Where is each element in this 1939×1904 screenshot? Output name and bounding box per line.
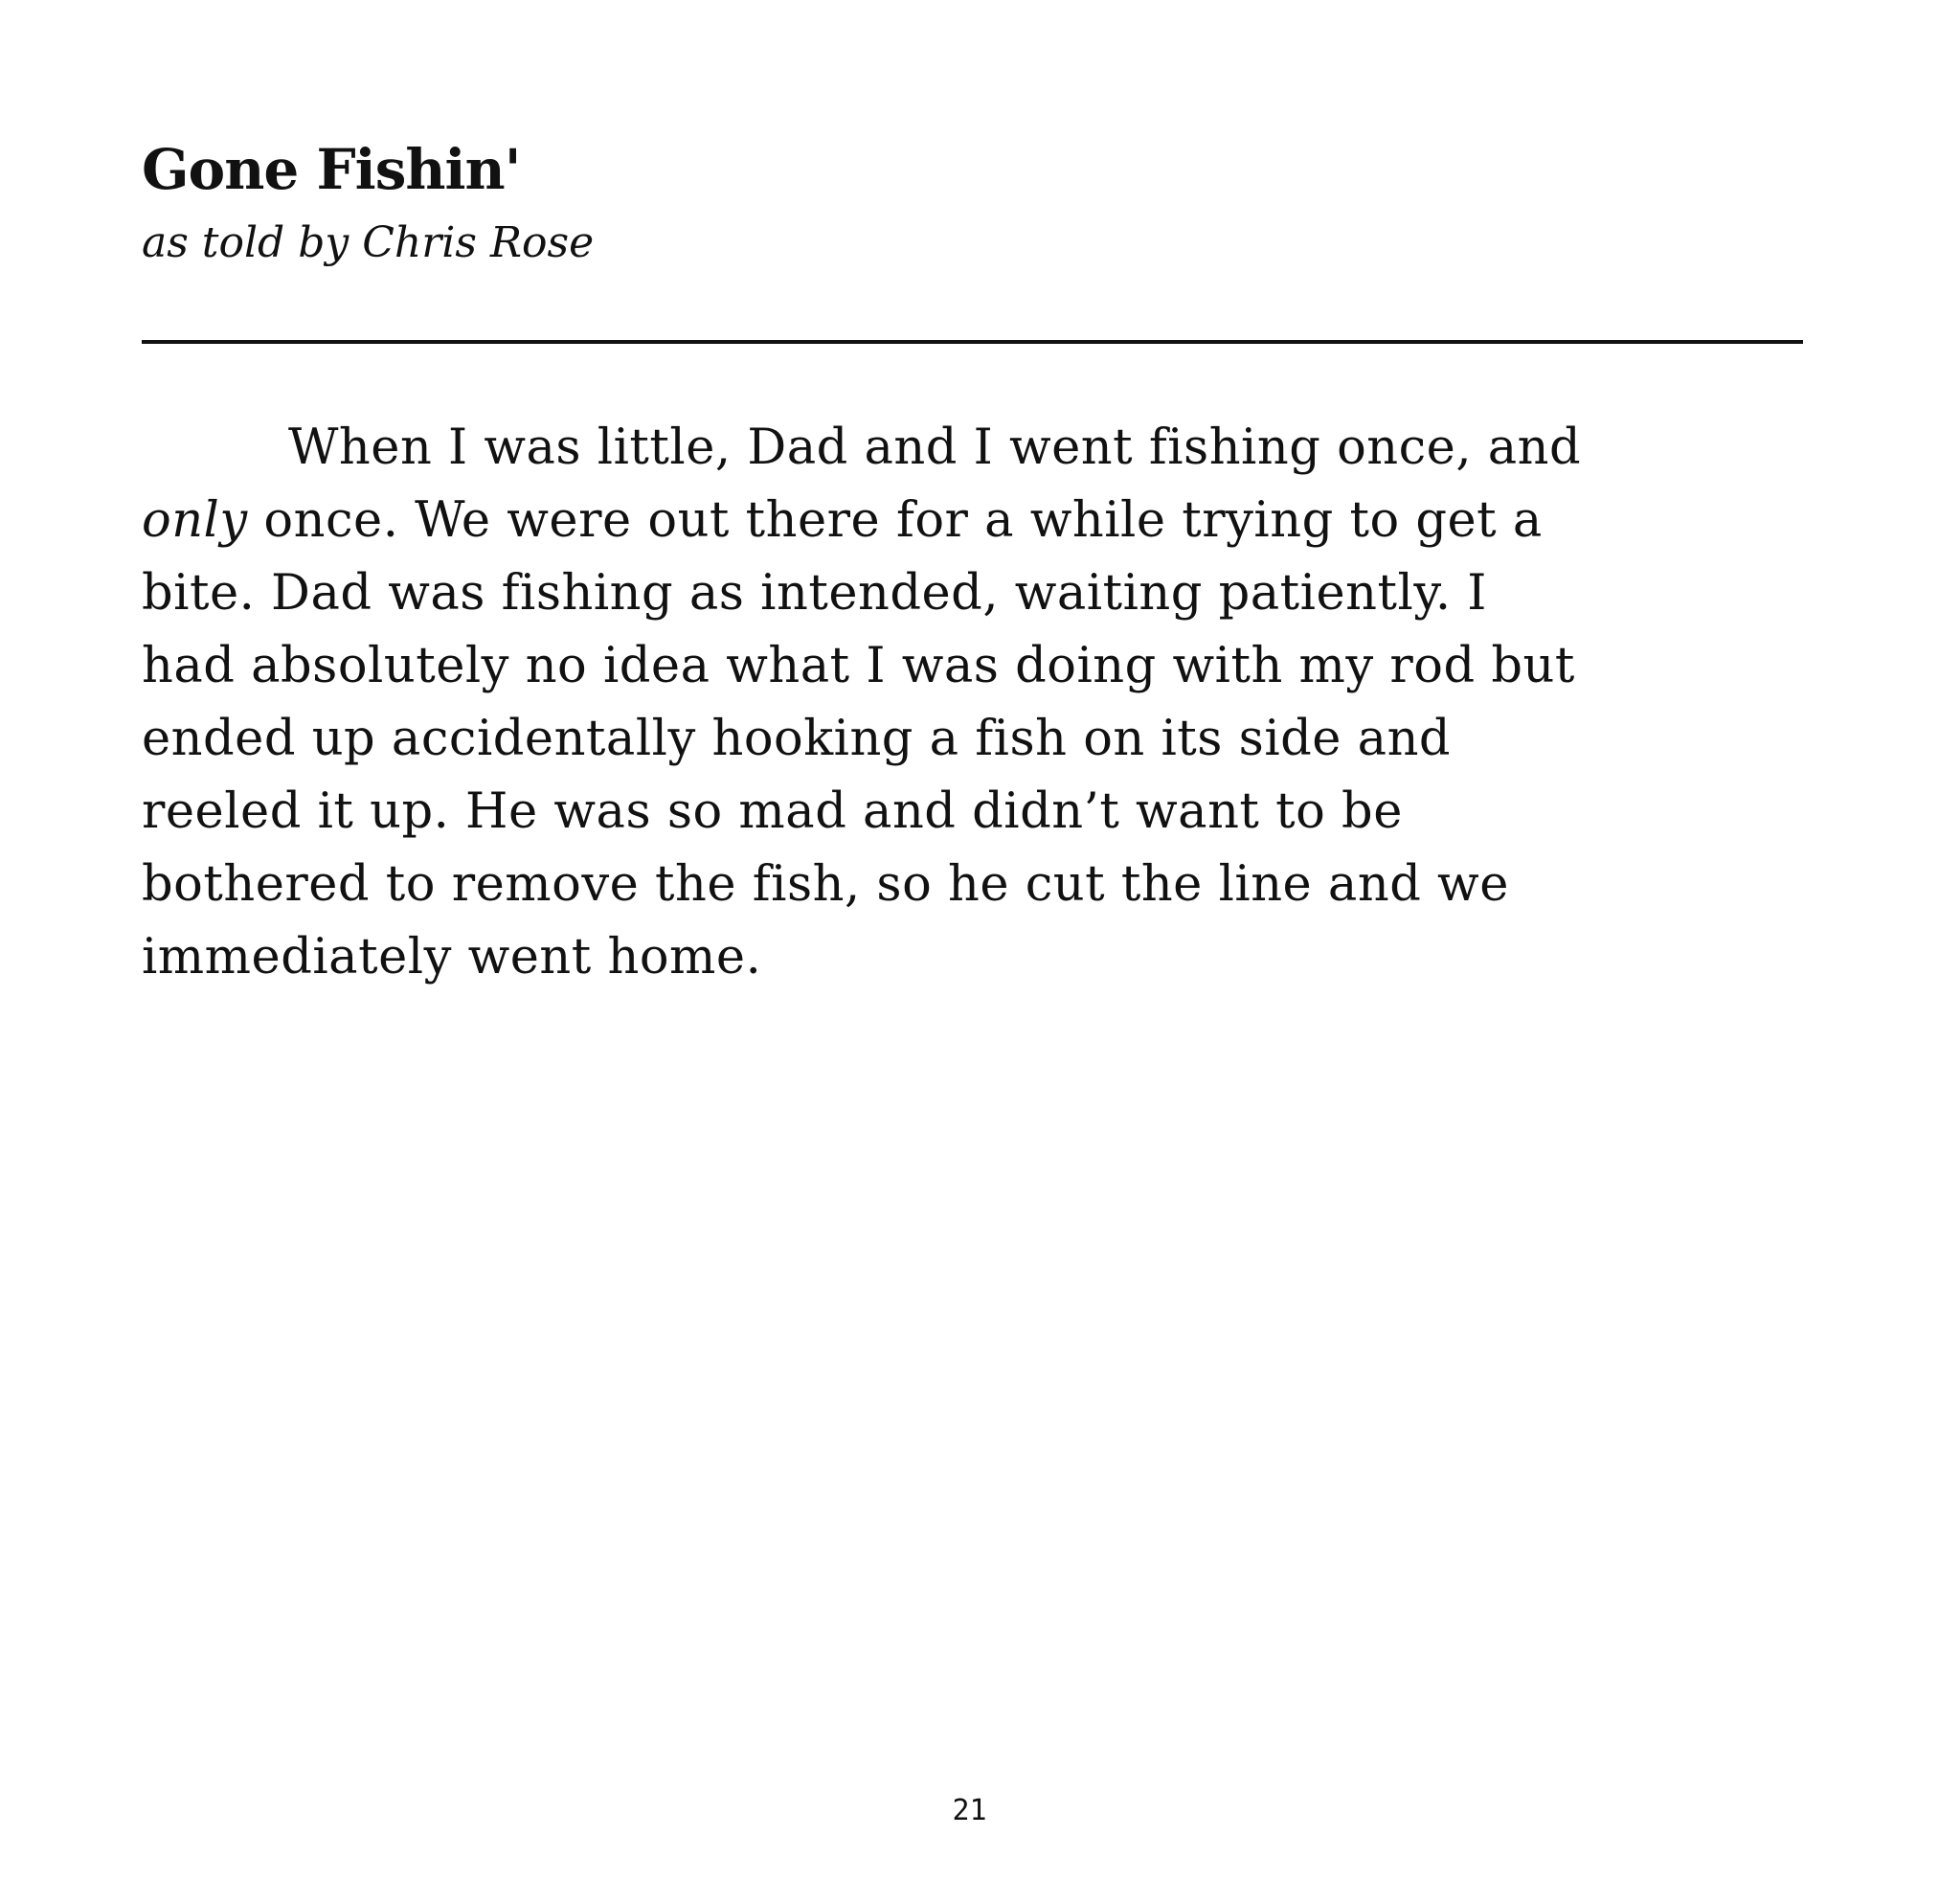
body-line: reeled it up. He was so mad and didn’t want to be [142, 783, 1403, 840]
body-line: ended up accidentally hooking a fish on its side and [142, 711, 1452, 767]
body-line: bothered to remove the fish, so he cut the line and we [142, 856, 1509, 913]
title-divider [142, 340, 1803, 344]
body-line: had absolutely no idea what I was doing with my rod but [142, 638, 1575, 694]
body-line: bite. Dad was fishing as intended, waiting patiently. I [142, 565, 1487, 622]
body-line: immediately went home. [142, 929, 762, 986]
story-byline: as told by Chris Rose [142, 218, 595, 267]
body-line-text: once. We were out there for a while trying to get a [263, 492, 1543, 549]
story-title: Gone Fishin' [142, 137, 521, 202]
page-number: 21 [952, 1794, 987, 1827]
body-line: When I was little, Dad and I went fishing once, and [288, 419, 1582, 476]
emphasis-word: only [142, 492, 248, 549]
body-line [142, 485, 1808, 557]
story-body [142, 412, 1808, 994]
